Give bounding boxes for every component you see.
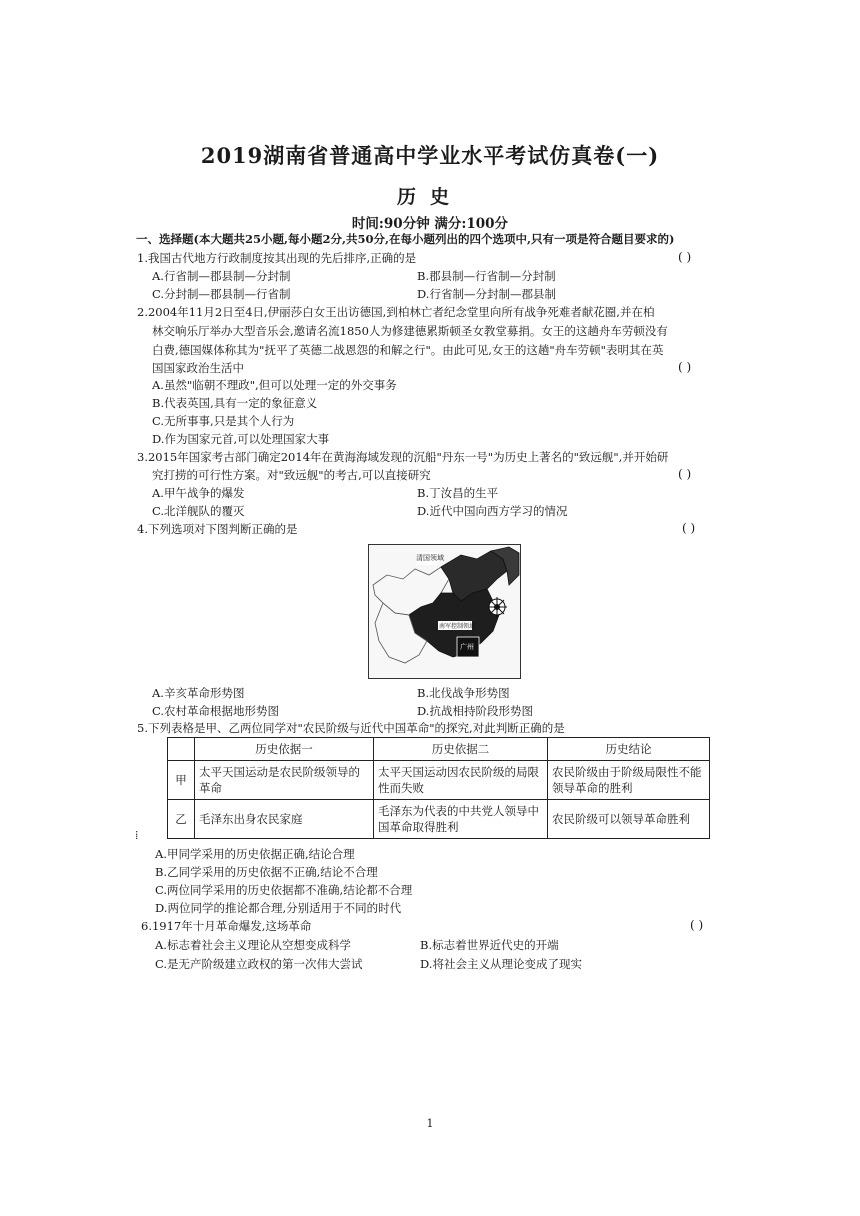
q2-option-c: C.无所事事,只是其个人行为 <box>152 414 295 428</box>
historical-map <box>368 544 521 679</box>
subject-heading: 历史 <box>396 186 463 208</box>
q5-stem: 5.下列表格是甲、乙两位同学对"农民阶级与近代中国革命"的探究,对此判断正确的是 <box>137 721 565 735</box>
q1-option-b: B.郡县制—行省制—分封制 <box>417 269 556 283</box>
table-cell: 毛泽东出身农民家庭 <box>195 800 374 839</box>
q4-stem: 4.下列选项对下图判断正确的是 <box>137 522 298 536</box>
q1-answer-blank: ( ) <box>678 250 692 264</box>
table-cell: 太平天国运动是农民阶级领导的革命 <box>195 761 374 800</box>
q6-option-c: C.是无产阶级建立政权的第一次伟大尝试 <box>155 957 363 971</box>
table-header-cell: 历史依据二 <box>374 738 548 761</box>
q3-option-a: A.甲午战争的爆发 <box>152 486 245 500</box>
q2-stem-line1: 2.2004年11月2日至4日,伊丽莎白女王出访德国,到柏林亡者纪念堂里向所有战争死难者献花圈,并在柏 <box>137 305 655 319</box>
q4-option-b: B.北伐战争形势图 <box>417 686 510 700</box>
q5-option-c: C.两位同学采用的历史依据都不准确,结论都不合理 <box>155 883 413 897</box>
q3-option-b: B.丁汝昌的生平 <box>417 486 499 500</box>
q6-option-b: B.标志着世界近代史的开端 <box>420 938 559 952</box>
q2-stem-line4: 国国家政治生活中 <box>152 361 244 375</box>
q5-option-d: D.两位同学的推论都合理,分别适用于不同的时代 <box>155 901 402 915</box>
table-row <box>168 761 710 800</box>
q5-option-a: A.甲同学采用的历史依据正确,结论合理 <box>155 847 355 861</box>
q1-stem: 1.我国古代地方行政制度按其出现的先后排序,正确的是 <box>137 251 417 265</box>
q3-answer-blank: ( ) <box>678 467 692 481</box>
q2-stem-line2: 林交响乐厅举办大型音乐会,邀请名流1850人为修建德累斯顿圣女教堂募捐。女王的这趟舟车劳顿没有 <box>152 324 668 338</box>
q5-option-b: B.乙同学采用的历史依据不正确,结论不合理 <box>155 865 378 879</box>
q6-stem: 6.1917年十月革命爆发,这场革命 <box>141 919 312 933</box>
q3-stem-line1: 3.2015年国家考古部门确定2014年在黄海海域发现的沉船"丹东一号"为历史上著名的"致远舰",并开始研 <box>137 450 669 464</box>
comparison-table <box>167 737 710 839</box>
q4-option-a: A.辛亥革命形势图 <box>152 686 245 700</box>
q3-stem-line2: 究打捞的可行性方案。对"致远舰"的考古,可以直接研究 <box>152 468 431 482</box>
table-cell: 甲 <box>168 761 195 800</box>
table-cell: 农民阶级由于阶级局限性不能领导革命的胜利 <box>548 761 710 800</box>
section-instructions: 一、选择题(本大题共25小题,每小题2分,共50分,在每小题列出的四个选项中,只有一项是符合题目要求的) <box>136 232 675 246</box>
table-header-row <box>168 738 710 761</box>
map-graphic <box>369 545 520 678</box>
map-label-north: 清国领域 <box>416 554 444 562</box>
q2-stem-line3: 白费,德国媒体称其为"抚平了英德二战恩怨的和解之行"。由此可见,女王的这趟"舟车劳顿"表明其在英 <box>152 343 664 357</box>
margin-mark: ⁞ <box>135 828 139 842</box>
table-row <box>168 800 710 839</box>
q6-option-a: A.标志着社会主义理论从空想变成科学 <box>155 938 351 952</box>
q2-option-b: B.代表英国,具有一定的象征意义 <box>152 396 318 410</box>
q2-option-a: A.虽然"临朝不理政",但可以处理一定的外交事务 <box>152 378 397 392</box>
q4-option-c: C.农村革命根据地形势图 <box>152 704 280 718</box>
q6-option-d: D.将社会主义从理论变成了现实 <box>420 957 582 971</box>
map-label-south: 南军控制领域 <box>439 623 476 630</box>
q3-option-c: C.北洋舰队的覆灭 <box>152 504 245 518</box>
table-header-cell: 历史依据一 <box>195 738 374 761</box>
q4-answer-blank: ( ) <box>682 521 696 535</box>
time-and-score: 时间:90分钟 满分:100分 <box>351 216 509 232</box>
q1-option-a: A.行省制—郡县制—分封制 <box>152 269 291 283</box>
page-number: 1 <box>426 1117 434 1130</box>
q2-answer-blank: ( ) <box>678 360 692 374</box>
table-cell: 乙 <box>168 800 195 839</box>
q1-option-c: C.分封制—郡县制—行省制 <box>152 287 291 301</box>
table-header-cell: 历史结论 <box>548 738 710 761</box>
sun-emblem-rays <box>487 597 507 617</box>
table-cell: 毛泽东为代表的中共党人领导中国革命取得胜利 <box>374 800 548 839</box>
q1-option-d: D.行省制—分封制—郡县制 <box>417 287 556 301</box>
table-cell: 太平天国运动因农民阶级的局限性而失败 <box>374 761 548 800</box>
q3-option-d: D.近代中国向西方学习的情况 <box>417 504 568 518</box>
q4-option-d: D.抗战相持阶段形势图 <box>417 704 533 718</box>
q2-option-d: D.作为国家元首,可以处理国家大事 <box>152 432 330 446</box>
map-label-box: 广州 <box>460 643 474 651</box>
q6-answer-blank: ( ) <box>690 918 704 932</box>
table-header-cell <box>168 738 195 761</box>
exam-title: 2019湖南省普通高中学业水平考试仿真卷(一) <box>200 143 660 168</box>
table-cell: 农民阶级可以领导革命胜利 <box>548 800 710 839</box>
